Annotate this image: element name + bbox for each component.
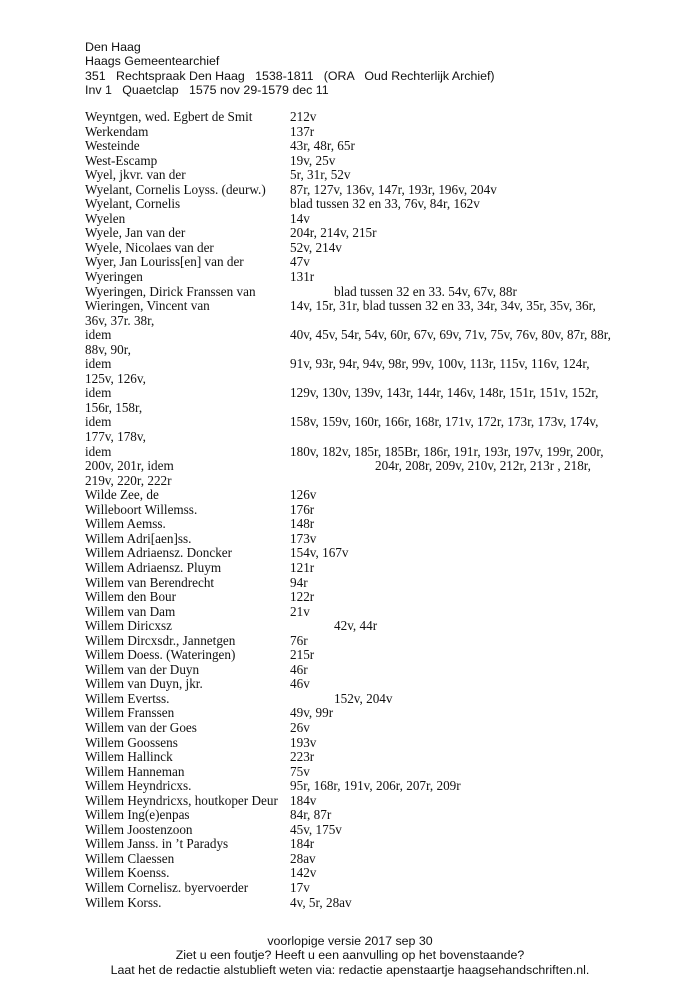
index-entry bbox=[85, 314, 645, 329]
index-entry bbox=[85, 226, 645, 241]
document-footer bbox=[0, 934, 700, 977]
entry-folio-refs: 75v bbox=[290, 763, 310, 779]
index-entry bbox=[85, 401, 645, 416]
index-entry bbox=[85, 415, 645, 430]
index-entry bbox=[85, 561, 645, 576]
entry-name: Weyntgen, wed. Egbert de Smit bbox=[85, 109, 253, 124]
entry-name: Wieringen, Vincent van bbox=[85, 298, 210, 314]
index-entry bbox=[85, 590, 645, 605]
entry-name: Willem Diricxsz bbox=[85, 618, 172, 634]
index-entry bbox=[85, 386, 645, 401]
entry-name: Willem Doess. (Wateringen) bbox=[85, 647, 236, 663]
index-entry bbox=[85, 648, 645, 663]
index-entry bbox=[85, 881, 645, 896]
index-entry bbox=[85, 110, 645, 125]
entry-name: Wyelant, Cornelis Loyss. (deurw.) bbox=[85, 181, 266, 197]
header-city: Den Haag bbox=[85, 40, 141, 54]
index-entry bbox=[85, 474, 645, 489]
entry-name: idem bbox=[85, 414, 112, 430]
entry-name: Willem Ing(e)enpas bbox=[85, 807, 190, 823]
entry-name: West-Escamp bbox=[85, 152, 158, 168]
entry-folio-refs: 223r bbox=[290, 749, 315, 765]
entry-name: 200v, 201r, idem bbox=[85, 458, 174, 474]
entry-name: 177v, 178v, bbox=[85, 429, 146, 445]
entry-folio-refs: 215r bbox=[290, 647, 315, 663]
index-entry bbox=[85, 241, 645, 256]
entry-name: Willem Hallinck bbox=[85, 749, 173, 765]
header-archive: Haags Gemeentearchief bbox=[85, 54, 220, 69]
entry-name: Willem van Duyn, jkr. bbox=[85, 676, 203, 692]
entry-name: Willem Franssen bbox=[85, 705, 175, 721]
entry-folio-refs: 28av bbox=[290, 850, 316, 866]
index-entry bbox=[85, 837, 645, 852]
entry-folio-refs: 4v, 5r, 28av bbox=[290, 894, 352, 910]
entry-name: Willem Heyndricxs, houtkoper Deur bbox=[85, 792, 278, 808]
index-entry bbox=[85, 619, 645, 634]
index-entry bbox=[85, 750, 645, 765]
entry-folio-refs: 131r bbox=[290, 269, 315, 285]
entry-folio-refs: 121r bbox=[290, 559, 315, 575]
index-entry bbox=[85, 372, 645, 387]
entry-name: Wyelant, Cornelis bbox=[85, 196, 181, 212]
entry-name: Wyel, jkvr. van der bbox=[85, 167, 186, 183]
entry-folio-refs: 126v bbox=[290, 487, 317, 503]
entry-name: Willem van der Duyn bbox=[85, 661, 200, 677]
entry-folio-refs: 91v, 93r, 94r, 94v, 98r, 99v, 100v, 113r, 115v, 116v, 124r, bbox=[290, 356, 590, 372]
entry-name: 125v, 126v, bbox=[85, 370, 146, 386]
entry-name: Willem Janss. in ’t Paradys bbox=[85, 836, 229, 852]
index-entry bbox=[85, 736, 645, 751]
entry-folio-refs: 193v bbox=[290, 734, 317, 750]
entry-folio-refs: 45v, 175v bbox=[290, 821, 342, 837]
index-entry bbox=[85, 634, 645, 649]
entry-folio-refs: blad tussen 32 en 33. 54v, 67v, 88r bbox=[334, 283, 517, 299]
entry-name: Willem Heyndricxs. bbox=[85, 778, 192, 794]
entry-folio-refs: 158v, 159v, 160r, 166r, 168r, 171v, 172r, 173r, 173v, 174v, bbox=[290, 414, 599, 430]
entry-name: 219v, 220r, 222r bbox=[85, 472, 172, 488]
entry-folio-refs: 5r, 31r, 52v bbox=[290, 167, 351, 183]
index-entry bbox=[85, 430, 645, 445]
entry-name: Wyelen bbox=[85, 210, 126, 226]
header-collection: 351 Rechtspraak Den Haag 1538-1811 (ORA Oud Rechterlijk Archief) bbox=[85, 68, 495, 83]
entry-name: Wyeringen bbox=[85, 269, 143, 285]
entry-folio-refs: 152v, 204v bbox=[334, 690, 393, 706]
entry-folio-refs: 154v, 167v bbox=[290, 545, 349, 561]
index-entry bbox=[85, 183, 645, 198]
entry-name: idem bbox=[85, 327, 112, 343]
index-entry bbox=[85, 212, 645, 227]
entry-folio-refs: 14v bbox=[290, 210, 310, 226]
entry-folio-refs: 49v, 99r bbox=[290, 705, 334, 721]
entry-name: Wyer, Jan Louriss[en] van der bbox=[85, 254, 244, 270]
index-entry bbox=[85, 503, 645, 518]
entry-folio-refs: 142v bbox=[290, 865, 317, 881]
footer-version: voorlopige versie 2017 sep 30 bbox=[267, 934, 433, 948]
entry-folio-refs: 95r, 168r, 191v, 206r, 207r, 209r bbox=[290, 778, 461, 794]
entry-name: Willem van Dam bbox=[85, 603, 176, 619]
entry-name: Willem van der Goes bbox=[85, 719, 197, 735]
entry-name: Willem Hanneman bbox=[85, 763, 185, 779]
entry-name: Willem van Berendrecht bbox=[85, 574, 215, 590]
entry-folio-refs: 212v bbox=[290, 109, 317, 124]
entry-folio-refs: 42v, 44r bbox=[334, 618, 378, 634]
entry-folio-refs: 46r bbox=[290, 661, 308, 677]
index-entry bbox=[85, 255, 645, 270]
index-entry bbox=[85, 546, 645, 561]
footer-question: Ziet u een foutje? Heeft u een aanvulling op het bovenstaande? bbox=[175, 948, 525, 963]
index-entry bbox=[85, 488, 645, 503]
index-entry bbox=[85, 197, 645, 212]
index-entry bbox=[85, 794, 645, 809]
entry-folio-refs: 47v bbox=[290, 254, 310, 270]
entry-folio-refs: 122r bbox=[290, 589, 315, 605]
entry-name: Westeinde bbox=[85, 138, 140, 154]
entry-folio-refs: 52v, 214v bbox=[290, 239, 342, 255]
index-entry bbox=[85, 517, 645, 532]
entry-name: Wyele, Nicolaes van der bbox=[85, 239, 214, 255]
entry-folio-refs: 204r, 208r, 209v, 210v, 212r, 213r , 218r, bbox=[375, 458, 591, 474]
index-entry bbox=[85, 299, 645, 314]
entry-folio-refs: 14v, 15r, 31r, blad tussen 32 en 33, 34r, 34v, 35r, 35v, 36r, bbox=[290, 298, 596, 314]
index-entry bbox=[85, 576, 645, 591]
entry-folio-refs: 184v bbox=[290, 792, 317, 808]
index-entry bbox=[85, 721, 645, 736]
entry-name: Willem Adri[aen]ss. bbox=[85, 530, 192, 546]
entry-name: idem bbox=[85, 356, 112, 372]
entry-folio-refs: 87r, 127v, 136v, 147r, 193r, 196v, 204v bbox=[290, 181, 497, 197]
index-entry bbox=[85, 823, 645, 838]
index-entry bbox=[85, 139, 645, 154]
index-entry bbox=[85, 459, 645, 474]
entry-folio-refs: 43r, 48r, 65r bbox=[290, 138, 355, 154]
index-entry bbox=[85, 677, 645, 692]
document-header bbox=[85, 40, 495, 98]
entry-folio-refs: 84r, 87r bbox=[290, 807, 332, 823]
index-entry bbox=[85, 532, 645, 547]
index-entry bbox=[85, 168, 645, 183]
entry-folio-refs: 17v bbox=[290, 879, 310, 895]
index-entry bbox=[85, 852, 645, 867]
entry-name: Willeboort Willemss. bbox=[85, 501, 198, 517]
entry-name: Werkendam bbox=[85, 123, 149, 139]
entry-folio-refs: 26v bbox=[290, 719, 310, 735]
entry-folio-refs: 76r bbox=[290, 632, 308, 648]
entry-folio-refs: 148r bbox=[290, 516, 315, 532]
index-entry bbox=[85, 896, 645, 911]
entry-name: Willem Claessen bbox=[85, 850, 175, 866]
index-entry bbox=[85, 706, 645, 721]
entry-folio-refs: 129v, 130v, 139v, 143r, 144r, 146v, 148r, 151r, 151v, 152r, bbox=[290, 385, 599, 401]
entry-name: Willem Dircxsdr., Jannetgen bbox=[85, 632, 236, 648]
index-entry bbox=[85, 692, 645, 707]
entry-name: Willem Adriaensz. Doncker bbox=[85, 545, 233, 561]
footer-contact: Laat het de redactie alstublieft weten via: redactie apenstaartje haagsehandschriften.nl. bbox=[110, 962, 590, 977]
entry-name: 156r, 158r, bbox=[85, 399, 143, 415]
entry-folio-refs: 180v, 182v, 185r, 185Br, 186r, 191r, 193r, 197v, 199r, 200r, bbox=[290, 443, 604, 459]
entry-name: Wyele, Jan van der bbox=[85, 225, 186, 241]
entry-name: Willem Aemss. bbox=[85, 516, 166, 532]
entry-folio-refs: 19v, 25v bbox=[290, 152, 336, 168]
entry-name: Willem Koenss. bbox=[85, 865, 170, 881]
entry-name: Wyeringen, Dirick Franssen van bbox=[85, 283, 256, 299]
entry-name: idem bbox=[85, 443, 112, 459]
entry-name: 36v, 37r. 38r, bbox=[85, 312, 155, 328]
index-entry bbox=[85, 328, 645, 343]
entry-folio-refs: 94r bbox=[290, 574, 308, 590]
index-entry bbox=[85, 343, 645, 358]
index-entry bbox=[85, 808, 645, 823]
entry-name: Willem Joostenzoon bbox=[85, 821, 193, 837]
entry-folio-refs: blad tussen 32 en 33, 76v, 84r, 162v bbox=[290, 196, 480, 212]
entry-folio-refs: 176r bbox=[290, 501, 315, 517]
index-entry bbox=[85, 779, 645, 794]
index-entry bbox=[85, 866, 645, 881]
index-entry bbox=[85, 357, 645, 372]
entry-folio-refs: 21v bbox=[290, 603, 310, 619]
entry-name: 88v, 90r, bbox=[85, 341, 131, 357]
index-entry bbox=[85, 125, 645, 140]
entry-folio-refs: 204r, 214v, 215r bbox=[290, 225, 377, 241]
entry-folio-refs: 46v bbox=[290, 676, 310, 692]
entry-name: Willem Goossens bbox=[85, 734, 178, 750]
index-entries bbox=[85, 110, 645, 910]
index-entry bbox=[85, 285, 645, 300]
entry-folio-refs: 137r bbox=[290, 123, 315, 139]
index-entry bbox=[85, 270, 645, 285]
entry-name: Willem Evertss. bbox=[85, 690, 170, 706]
entry-folio-refs: 184r bbox=[290, 836, 315, 852]
entry-name: Willem den Bour bbox=[85, 589, 177, 605]
entry-folio-refs: 173v bbox=[290, 530, 317, 546]
index-entry bbox=[85, 765, 645, 780]
entry-name: Willem Korss. bbox=[85, 894, 162, 910]
entry-folio-refs: 40v, 45v, 54r, 54v, 60r, 67v, 69v, 71v, 75v, 76v, 80v, 87r, 88r, bbox=[290, 327, 611, 343]
index-entry bbox=[85, 154, 645, 169]
entry-name: idem bbox=[85, 385, 112, 401]
entry-name: Willem Cornelisz. byervoerder bbox=[85, 879, 249, 895]
entry-name: Wilde Zee, de bbox=[85, 487, 159, 503]
index-entry bbox=[85, 605, 645, 620]
header-inventory: Inv 1 Quaetclap 1575 nov 29-1579 dec 11 bbox=[85, 83, 329, 98]
index-entry bbox=[85, 445, 645, 460]
index-entry bbox=[85, 663, 645, 678]
entry-name: Willem Adriaensz. Pluym bbox=[85, 559, 222, 575]
